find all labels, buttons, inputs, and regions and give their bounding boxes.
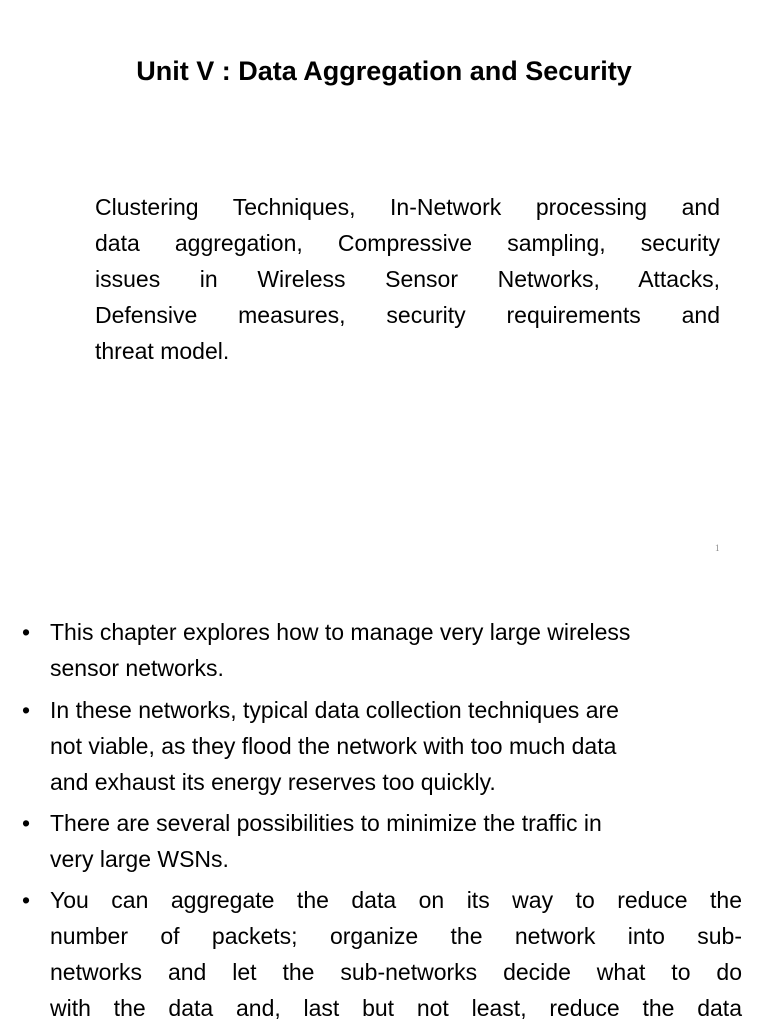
page-number: 1: [715, 543, 720, 553]
paragraph-line: Clustering Techniques, In-Network processing and: [95, 194, 720, 220]
bullet-line: and exhaust its energy reserves too quickly.: [50, 769, 496, 795]
bullet-line: with the data and, last but not least, reduce the data: [50, 995, 742, 1021]
bullet-line: number of packets; organize the network into sub-: [50, 923, 742, 949]
paragraph-line: threat model.: [95, 338, 230, 364]
bullet-line: This chapter explores how to manage very large wireless: [50, 619, 631, 645]
bullet-line: not viable, as they flood the network with too much data: [50, 733, 617, 759]
bullet-icon: •: [22, 619, 31, 645]
bullet-icon: •: [22, 887, 31, 913]
paragraph-line: Defensive measures, security requirements and: [95, 302, 720, 328]
bullet-line: There are several possibilities to minimize the traffic in: [50, 810, 602, 836]
bullet-line: networks and let the sub-networks decide what to do: [50, 959, 742, 985]
slide-title: Unit V : Data Aggregation and Security: [136, 56, 632, 86]
bullet-icon: •: [22, 697, 31, 723]
bullet-line: In these networks, typical data collection techniques are: [50, 697, 619, 723]
bullet-line: You can aggregate the data on its way to reduce the: [50, 887, 742, 913]
paragraph-line: data aggregation, Compressive sampling, security: [95, 230, 720, 256]
bullet-line: very large WSNs.: [50, 846, 229, 872]
paragraph-line: issues in Wireless Sensor Networks, Attacks,: [95, 266, 720, 292]
bullet-line: sensor networks.: [50, 655, 224, 681]
bullet-icon: •: [22, 810, 31, 836]
